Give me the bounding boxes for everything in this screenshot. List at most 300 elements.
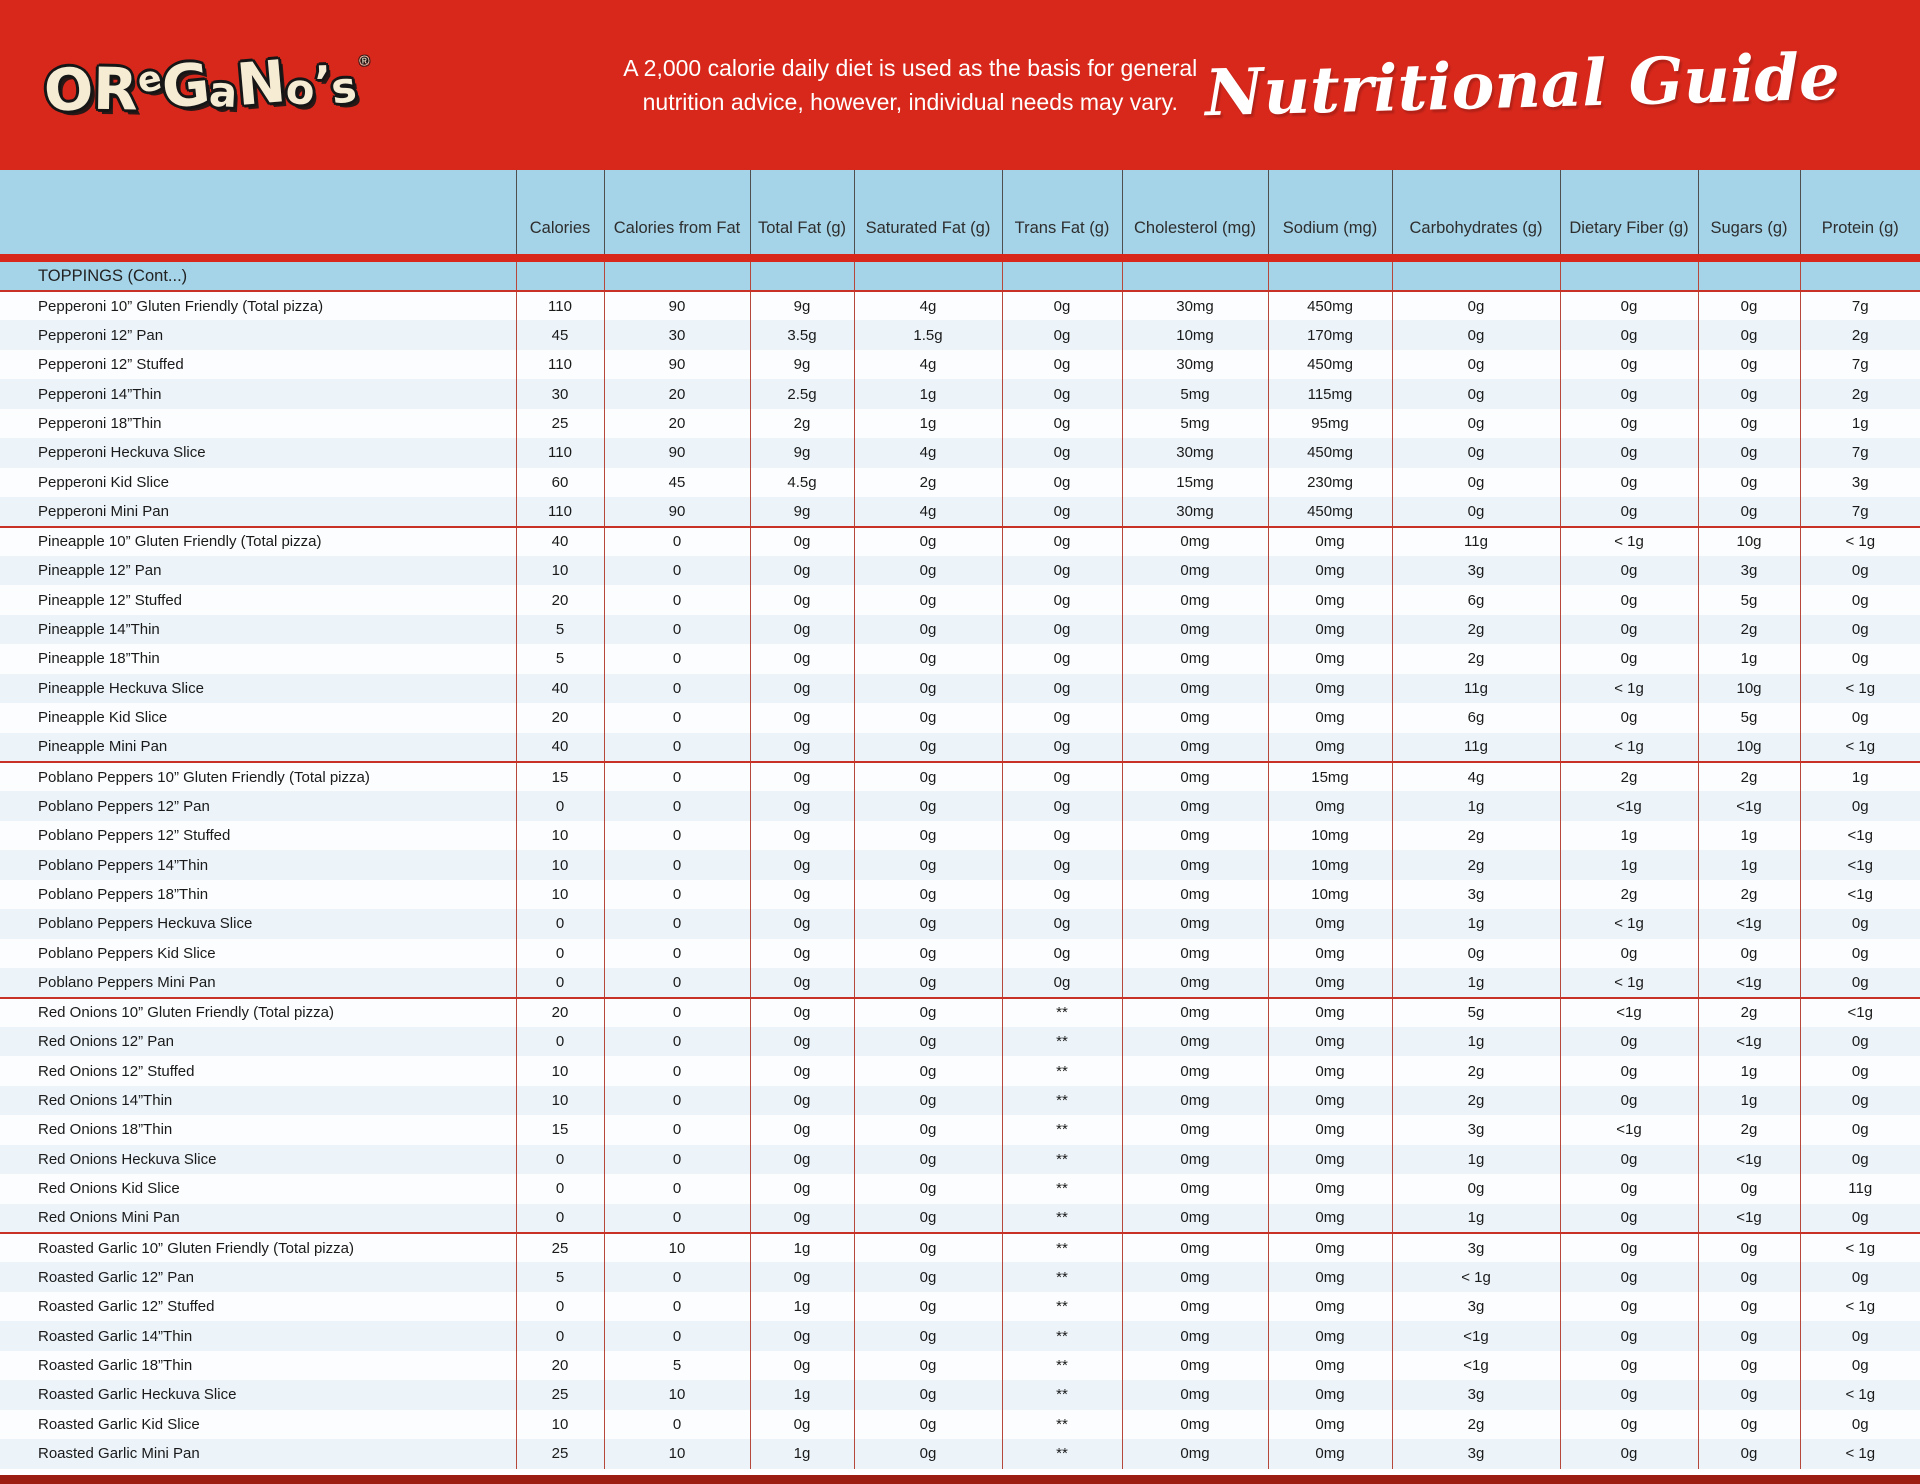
cell-cholesterol: 15mg	[1122, 468, 1268, 497]
cell-dietary-fiber: 0g	[1560, 497, 1698, 526]
column-header-total-fat: Total Fat (g)	[750, 170, 854, 258]
cell-saturated-fat: 0g	[854, 909, 1002, 938]
cell-dietary-fiber: < 1g	[1560, 909, 1698, 938]
cell-sodium: 0mg	[1268, 1410, 1392, 1439]
cell-total-fat: 0g	[750, 850, 854, 879]
row-name: Pineapple Kid Slice	[38, 709, 168, 727]
cell-total-fat: 4.5g	[750, 468, 854, 497]
oreganos-logo	[41, 47, 371, 126]
cell-calories-from-fat: 10	[604, 1233, 750, 1262]
cell-sugars: 2g	[1698, 1115, 1800, 1144]
cell-cholesterol: 0mg	[1122, 1292, 1268, 1321]
cell-sodium: 0mg	[1268, 1380, 1392, 1409]
cell-calories-from-fat: 45	[604, 468, 750, 497]
cell-dietary-fiber: 0g	[1560, 1204, 1698, 1233]
table-row	[0, 291, 1920, 320]
cell-sugars: 0g	[1698, 1292, 1800, 1321]
cell-sugars: 1g	[1698, 1086, 1800, 1115]
row-name: Red Onions Heckuva Slice	[38, 1150, 217, 1168]
column-header-carbohydrates: Carbohydrates (g)	[1392, 170, 1560, 258]
cell-trans-fat: **	[1002, 1027, 1122, 1056]
cell-calories-from-fat: 5	[604, 1351, 750, 1380]
section-empty-cell	[1392, 258, 1560, 291]
cell-carbohydrates: 3g	[1392, 556, 1560, 585]
cell-total-fat: 0g	[750, 1086, 854, 1115]
table-row	[0, 968, 1920, 997]
cell-calories: 20	[516, 1351, 604, 1380]
cell-cholesterol: 0mg	[1122, 1262, 1268, 1291]
cell-sugars: 0g	[1698, 409, 1800, 438]
table-row	[0, 1056, 1920, 1085]
cell-sugars: 1g	[1698, 1056, 1800, 1085]
cell-calories-from-fat: 10	[604, 1439, 750, 1468]
cell-calories-from-fat: 0	[604, 527, 750, 556]
cell-cholesterol: 0mg	[1122, 909, 1268, 938]
cell-carbohydrates: 1g	[1392, 791, 1560, 820]
cell-calories: 10	[516, 556, 604, 585]
cell-sugars: 0g	[1698, 1410, 1800, 1439]
cell-dietary-fiber: 0g	[1560, 556, 1698, 585]
cell-calories: 0	[516, 1292, 604, 1321]
cell-protein: 0g	[1800, 1086, 1920, 1115]
table-row	[0, 379, 1920, 408]
cell-calories-from-fat: 0	[604, 556, 750, 585]
section-empty-cell	[1800, 258, 1920, 291]
cell-dietary-fiber: 0g	[1560, 468, 1698, 497]
cell-sugars: 10g	[1698, 527, 1800, 556]
cell-trans-fat: **	[1002, 1174, 1122, 1203]
cell-dietary-fiber: <1g	[1560, 791, 1698, 820]
cell-carbohydrates: 0g	[1392, 438, 1560, 467]
cell-saturated-fat: 0g	[854, 998, 1002, 1027]
table-row	[0, 762, 1920, 791]
cell-calories: 0	[516, 968, 604, 997]
cell-cholesterol: 0mg	[1122, 762, 1268, 791]
cell-sugars: <1g	[1698, 1204, 1800, 1233]
cell-protein: 7g	[1800, 350, 1920, 379]
cell-trans-fat: **	[1002, 1321, 1122, 1350]
column-header-sugars: Sugars (g)	[1698, 170, 1800, 258]
cell-cholesterol: 0mg	[1122, 1115, 1268, 1144]
cell-total-fat: 0g	[750, 880, 854, 909]
cell-carbohydrates: 1g	[1392, 1145, 1560, 1174]
cell-trans-fat: 0g	[1002, 468, 1122, 497]
cell-saturated-fat: 0g	[854, 850, 1002, 879]
cell-total-fat: 0g	[750, 703, 854, 732]
cell-protein: < 1g	[1800, 1233, 1920, 1262]
cell-protein: <1g	[1800, 821, 1920, 850]
cell-sodium: 0mg	[1268, 1262, 1392, 1291]
cell-cholesterol: 0mg	[1122, 615, 1268, 644]
cell-calories: 0	[516, 1145, 604, 1174]
cell-sugars: 3g	[1698, 556, 1800, 585]
cell-calories: 0	[516, 1027, 604, 1056]
cell-protein: 1g	[1800, 409, 1920, 438]
section-empty-cell	[516, 258, 604, 291]
cell-dietary-fiber: < 1g	[1560, 733, 1698, 762]
cell-trans-fat: 0g	[1002, 733, 1122, 762]
cell-carbohydrates: 2g	[1392, 850, 1560, 879]
cell-carbohydrates: 0g	[1392, 291, 1560, 320]
cell-sugars: 2g	[1698, 998, 1800, 1027]
cell-calories: 60	[516, 468, 604, 497]
cell-trans-fat: **	[1002, 1351, 1122, 1380]
column-header-blank	[0, 170, 516, 258]
cell-trans-fat: **	[1002, 1410, 1122, 1439]
cell-cholesterol: 0mg	[1122, 968, 1268, 997]
table-row	[0, 1321, 1920, 1350]
cell-calories-from-fat: 0	[604, 1292, 750, 1321]
cell-dietary-fiber: 0g	[1560, 1321, 1698, 1350]
cell-protein: 0g	[1800, 1204, 1920, 1233]
cell-protein: <1g	[1800, 850, 1920, 879]
cell-carbohydrates: 0g	[1392, 497, 1560, 526]
cell-dietary-fiber: 2g	[1560, 762, 1698, 791]
cell-cholesterol: 0mg	[1122, 821, 1268, 850]
cell-total-fat: 0g	[750, 733, 854, 762]
cell-calories-from-fat: 0	[604, 762, 750, 791]
cell-dietary-fiber: <1g	[1560, 1115, 1698, 1144]
cell-protein: 2g	[1800, 320, 1920, 349]
cell-sodium: 0mg	[1268, 1321, 1392, 1350]
cell-saturated-fat: 0g	[854, 1086, 1002, 1115]
cell-sodium: 0mg	[1268, 674, 1392, 703]
cell-calories-from-fat: 0	[604, 791, 750, 820]
cell-carbohydrates: 5g	[1392, 998, 1560, 1027]
cell-sugars: 2g	[1698, 880, 1800, 909]
cell-trans-fat: **	[1002, 1115, 1122, 1144]
cell-trans-fat: 0g	[1002, 791, 1122, 820]
cell-sodium: 0mg	[1268, 703, 1392, 732]
row-name: Pepperoni 14”Thin	[38, 385, 162, 403]
cell-calories-from-fat: 0	[604, 1174, 750, 1203]
cell-dietary-fiber: 0g	[1560, 1380, 1698, 1409]
row-name: Roasted Garlic Mini Pan	[38, 1445, 200, 1463]
cell-calories: 0	[516, 791, 604, 820]
cell-cholesterol: 30mg	[1122, 350, 1268, 379]
cell-total-fat: 2.5g	[750, 379, 854, 408]
cell-dietary-fiber: 0g	[1560, 615, 1698, 644]
cell-protein: 0g	[1800, 1115, 1920, 1144]
cell-total-fat: 0g	[750, 821, 854, 850]
cell-protein: 3g	[1800, 468, 1920, 497]
cell-sodium: 450mg	[1268, 350, 1392, 379]
table-row	[0, 1233, 1920, 1262]
logo-letter: O	[41, 53, 97, 126]
cell-saturated-fat: 0g	[854, 1115, 1002, 1144]
cell-trans-fat: 0g	[1002, 556, 1122, 585]
cell-protein: 0g	[1800, 585, 1920, 614]
cell-sodium: 0mg	[1268, 909, 1392, 938]
cell-trans-fat: **	[1002, 1086, 1122, 1115]
cell-carbohydrates: 3g	[1392, 880, 1560, 909]
cell-sugars: 5g	[1698, 703, 1800, 732]
cell-carbohydrates: 3g	[1392, 1115, 1560, 1144]
cell-sodium: 170mg	[1268, 320, 1392, 349]
cell-sugars: 0g	[1698, 438, 1800, 467]
cell-cholesterol: 0mg	[1122, 1233, 1268, 1262]
cell-cholesterol: 0mg	[1122, 1027, 1268, 1056]
disclaimer-text: A 2,000 calorie daily diet is used as the basis for general nutrition advice, however, individual needs may vary.	[623, 54, 1198, 115]
cell-calories: 40	[516, 674, 604, 703]
cell-saturated-fat: 1.5g	[854, 320, 1002, 349]
cell-dietary-fiber: 0g	[1560, 585, 1698, 614]
row-name: Roasted Garlic Kid Slice	[38, 1415, 200, 1433]
cell-sugars: 1g	[1698, 821, 1800, 850]
cell-saturated-fat: 0g	[854, 1410, 1002, 1439]
cell-total-fat: 0g	[750, 1321, 854, 1350]
cell-calories-from-fat: 0	[604, 644, 750, 673]
cell-calories: 40	[516, 733, 604, 762]
cell-total-fat: 9g	[750, 438, 854, 467]
cell-sugars: 0g	[1698, 320, 1800, 349]
cell-saturated-fat: 1g	[854, 409, 1002, 438]
cell-calories: 5	[516, 615, 604, 644]
cell-dietary-fiber: 0g	[1560, 1145, 1698, 1174]
row-name: Pepperoni Mini Pan	[38, 502, 169, 520]
cell-saturated-fat: 0g	[854, 703, 1002, 732]
row-name: Poblano Peppers 10” Gluten Friendly (Total pizza)	[0, 762, 516, 791]
cell-sodium: 450mg	[1268, 497, 1392, 526]
table-row	[0, 1174, 1920, 1203]
table-row	[0, 438, 1920, 467]
cell-saturated-fat: 4g	[854, 497, 1002, 526]
column-header-calories: Calories	[516, 170, 604, 258]
section-empty-cell	[1122, 258, 1268, 291]
cell-trans-fat: 0g	[1002, 674, 1122, 703]
cell-sugars: 0g	[1698, 1233, 1800, 1262]
cell-calories-from-fat: 0	[604, 585, 750, 614]
cell-total-fat: 0g	[750, 791, 854, 820]
cell-saturated-fat: 0g	[854, 615, 1002, 644]
cell-calories-from-fat: 0	[604, 733, 750, 762]
cell-sodium: 0mg	[1268, 615, 1392, 644]
cell-trans-fat: 0g	[1002, 350, 1122, 379]
cell-dietary-fiber: 0g	[1560, 320, 1698, 349]
cell-cholesterol: 30mg	[1122, 438, 1268, 467]
table-row	[0, 615, 1920, 644]
cell-trans-fat: **	[1002, 998, 1122, 1027]
cell-total-fat: 1g	[750, 1233, 854, 1262]
registered-trademark-icon: ®	[358, 52, 370, 69]
cell-protein: 0g	[1800, 1321, 1920, 1350]
cell-sodium: 0mg	[1268, 556, 1392, 585]
column-header-sodium: Sodium (mg)	[1268, 170, 1392, 258]
logo-letter: s	[328, 61, 360, 114]
cell-calories: 0	[516, 1321, 604, 1350]
row-name: Red Onions Kid Slice	[38, 1180, 180, 1198]
cell-cholesterol: 0mg	[1122, 850, 1268, 879]
cell-carbohydrates: 0g	[1392, 350, 1560, 379]
cell-saturated-fat: 0g	[854, 556, 1002, 585]
cell-protein: 7g	[1800, 497, 1920, 526]
table-row	[0, 527, 1920, 556]
row-name: Pepperoni Heckuva Slice	[38, 444, 206, 462]
cell-carbohydrates: <1g	[1392, 1321, 1560, 1350]
cell-protein: < 1g	[1800, 1439, 1920, 1468]
cell-dietary-fiber: 0g	[1560, 1410, 1698, 1439]
cell-trans-fat: **	[1002, 1204, 1122, 1233]
row-name: Red Onions 18”Thin	[38, 1121, 173, 1139]
section-empty-cell	[1002, 258, 1122, 291]
cell-sodium: 0mg	[1268, 1145, 1392, 1174]
cell-total-fat: 0g	[750, 674, 854, 703]
cell-calories: 25	[516, 409, 604, 438]
row-name: Pepperoni Kid Slice	[38, 473, 169, 491]
cell-cholesterol: 0mg	[1122, 1204, 1268, 1233]
column-header-saturated-fat: Saturated Fat (g)	[854, 170, 1002, 258]
cell-total-fat: 9g	[750, 291, 854, 320]
logo-letter: N	[234, 47, 289, 120]
cell-sodium: 0mg	[1268, 1204, 1392, 1233]
row-name: Roasted Garlic 18”Thin	[38, 1356, 193, 1374]
cell-total-fat: 0g	[750, 1145, 854, 1174]
cell-total-fat: 9g	[750, 497, 854, 526]
cell-carbohydrates: 2g	[1392, 615, 1560, 644]
row-name: Roasted Garlic 12” Pan	[38, 1268, 194, 1286]
cell-dietary-fiber: 2g	[1560, 880, 1698, 909]
cell-cholesterol: 0mg	[1122, 674, 1268, 703]
cell-trans-fat: 0g	[1002, 497, 1122, 526]
cell-saturated-fat: 0g	[854, 1321, 1002, 1350]
cell-sugars: 0g	[1698, 1351, 1800, 1380]
cell-cholesterol: 0mg	[1122, 1410, 1268, 1439]
table-row	[0, 733, 1920, 762]
cell-saturated-fat: 0g	[854, 821, 1002, 850]
column-header-protein: Protein (g)	[1800, 170, 1920, 258]
cell-carbohydrates: 0g	[1392, 409, 1560, 438]
header-band	[0, 0, 1920, 170]
cell-dietary-fiber: 0g	[1560, 1027, 1698, 1056]
section-empty-cell	[750, 258, 854, 291]
cell-sodium: 0mg	[1268, 1292, 1392, 1321]
cell-saturated-fat: 0g	[854, 939, 1002, 968]
cell-sodium: 0mg	[1268, 1233, 1392, 1262]
cell-cholesterol: 0mg	[1122, 527, 1268, 556]
row-name: Poblano Peppers Mini Pan	[38, 973, 216, 991]
row-name: Poblano Peppers 12” Stuffed	[38, 827, 231, 845]
cell-sodium: 450mg	[1268, 438, 1392, 467]
cell-sugars: <1g	[1698, 1145, 1800, 1174]
cell-total-fat: 0g	[750, 1410, 854, 1439]
cell-sugars: 0g	[1698, 1174, 1800, 1203]
cell-calories: 20	[516, 585, 604, 614]
cell-carbohydrates: 4g	[1392, 762, 1560, 791]
cell-protein: 0g	[1800, 1410, 1920, 1439]
cell-saturated-fat: 2g	[854, 468, 1002, 497]
cell-sugars: 10g	[1698, 733, 1800, 762]
table-row	[0, 1115, 1920, 1144]
page-title: Nutritional Guide	[1204, 39, 1841, 131]
cell-calories-from-fat: 10	[604, 1380, 750, 1409]
cell-calories: 110	[516, 438, 604, 467]
row-name: Roasted Garlic 10” Gluten Friendly (Total pizza)	[0, 1233, 516, 1262]
cell-trans-fat: **	[1002, 1145, 1122, 1174]
cell-sugars: 0g	[1698, 1262, 1800, 1291]
table-row	[0, 1439, 1920, 1468]
cell-protein: 0g	[1800, 644, 1920, 673]
table-row	[0, 821, 1920, 850]
cell-total-fat: 9g	[750, 350, 854, 379]
logo-letter: G	[158, 49, 213, 123]
cell-total-fat: 0g	[750, 644, 854, 673]
cell-sodium: 0mg	[1268, 1439, 1392, 1468]
cell-calories-from-fat: 0	[604, 1204, 750, 1233]
cell-trans-fat: 0g	[1002, 379, 1122, 408]
row-name: Red Onions Mini Pan	[38, 1209, 180, 1227]
table-row	[0, 674, 1920, 703]
cell-total-fat: 1g	[750, 1439, 854, 1468]
cell-calories-from-fat: 0	[604, 1410, 750, 1439]
cell-saturated-fat: 0g	[854, 1056, 1002, 1085]
cell-sodium: 10mg	[1268, 821, 1392, 850]
cell-calories-from-fat: 20	[604, 379, 750, 408]
cell-calories: 5	[516, 1262, 604, 1291]
cell-sodium: 0mg	[1268, 733, 1392, 762]
cell-dietary-fiber: 0g	[1560, 1233, 1698, 1262]
cell-cholesterol: 0mg	[1122, 556, 1268, 585]
cell-sodium: 230mg	[1268, 468, 1392, 497]
cell-saturated-fat: 0g	[854, 527, 1002, 556]
row-name: Pineapple Heckuva Slice	[38, 679, 204, 697]
cell-cholesterol: 10mg	[1122, 320, 1268, 349]
cell-calories: 25	[516, 1380, 604, 1409]
row-name: Poblano Peppers 12” Pan	[38, 797, 210, 815]
table-row	[0, 1410, 1920, 1439]
cell-saturated-fat: 0g	[854, 762, 1002, 791]
cell-sodium: 10mg	[1268, 880, 1392, 909]
cell-dietary-fiber: 0g	[1560, 409, 1698, 438]
nutrition-table	[0, 170, 1920, 1469]
table-row	[0, 350, 1920, 379]
cell-carbohydrates: 3g	[1392, 1233, 1560, 1262]
cell-saturated-fat: 1g	[854, 379, 1002, 408]
cell-carbohydrates: 3g	[1392, 1439, 1560, 1468]
logo-letter: ’	[313, 57, 333, 109]
cell-calories-from-fat: 90	[604, 438, 750, 467]
cell-trans-fat: **	[1002, 1292, 1122, 1321]
cell-carbohydrates: 0g	[1392, 379, 1560, 408]
cell-cholesterol: 0mg	[1122, 703, 1268, 732]
cell-total-fat: 0g	[750, 556, 854, 585]
cell-calories-from-fat: 0	[604, 1115, 750, 1144]
cell-carbohydrates: 11g	[1392, 527, 1560, 556]
cell-trans-fat: 0g	[1002, 291, 1122, 320]
cell-sodium: 10mg	[1268, 850, 1392, 879]
cell-protein: 0g	[1800, 1145, 1920, 1174]
cell-calories: 10	[516, 850, 604, 879]
cell-protein: < 1g	[1800, 674, 1920, 703]
row-name: Pepperoni 18”Thin	[38, 414, 162, 432]
cell-cholesterol: 0mg	[1122, 733, 1268, 762]
cell-carbohydrates: 2g	[1392, 644, 1560, 673]
cell-sodium: 0mg	[1268, 998, 1392, 1027]
cell-carbohydrates: 3g	[1392, 1380, 1560, 1409]
cell-cholesterol: 30mg	[1122, 497, 1268, 526]
cell-total-fat: 0g	[750, 998, 854, 1027]
logo-letter: e	[133, 57, 166, 103]
cell-carbohydrates: 0g	[1392, 468, 1560, 497]
cell-trans-fat: **	[1002, 1233, 1122, 1262]
cell-protein: 0g	[1800, 791, 1920, 820]
table-row	[0, 585, 1920, 614]
table-row	[0, 703, 1920, 732]
cell-sugars: 0g	[1698, 468, 1800, 497]
cell-sugars: 1g	[1698, 850, 1800, 879]
table-row	[0, 909, 1920, 938]
cell-saturated-fat: 0g	[854, 1439, 1002, 1468]
cell-calories-from-fat: 0	[604, 1027, 750, 1056]
